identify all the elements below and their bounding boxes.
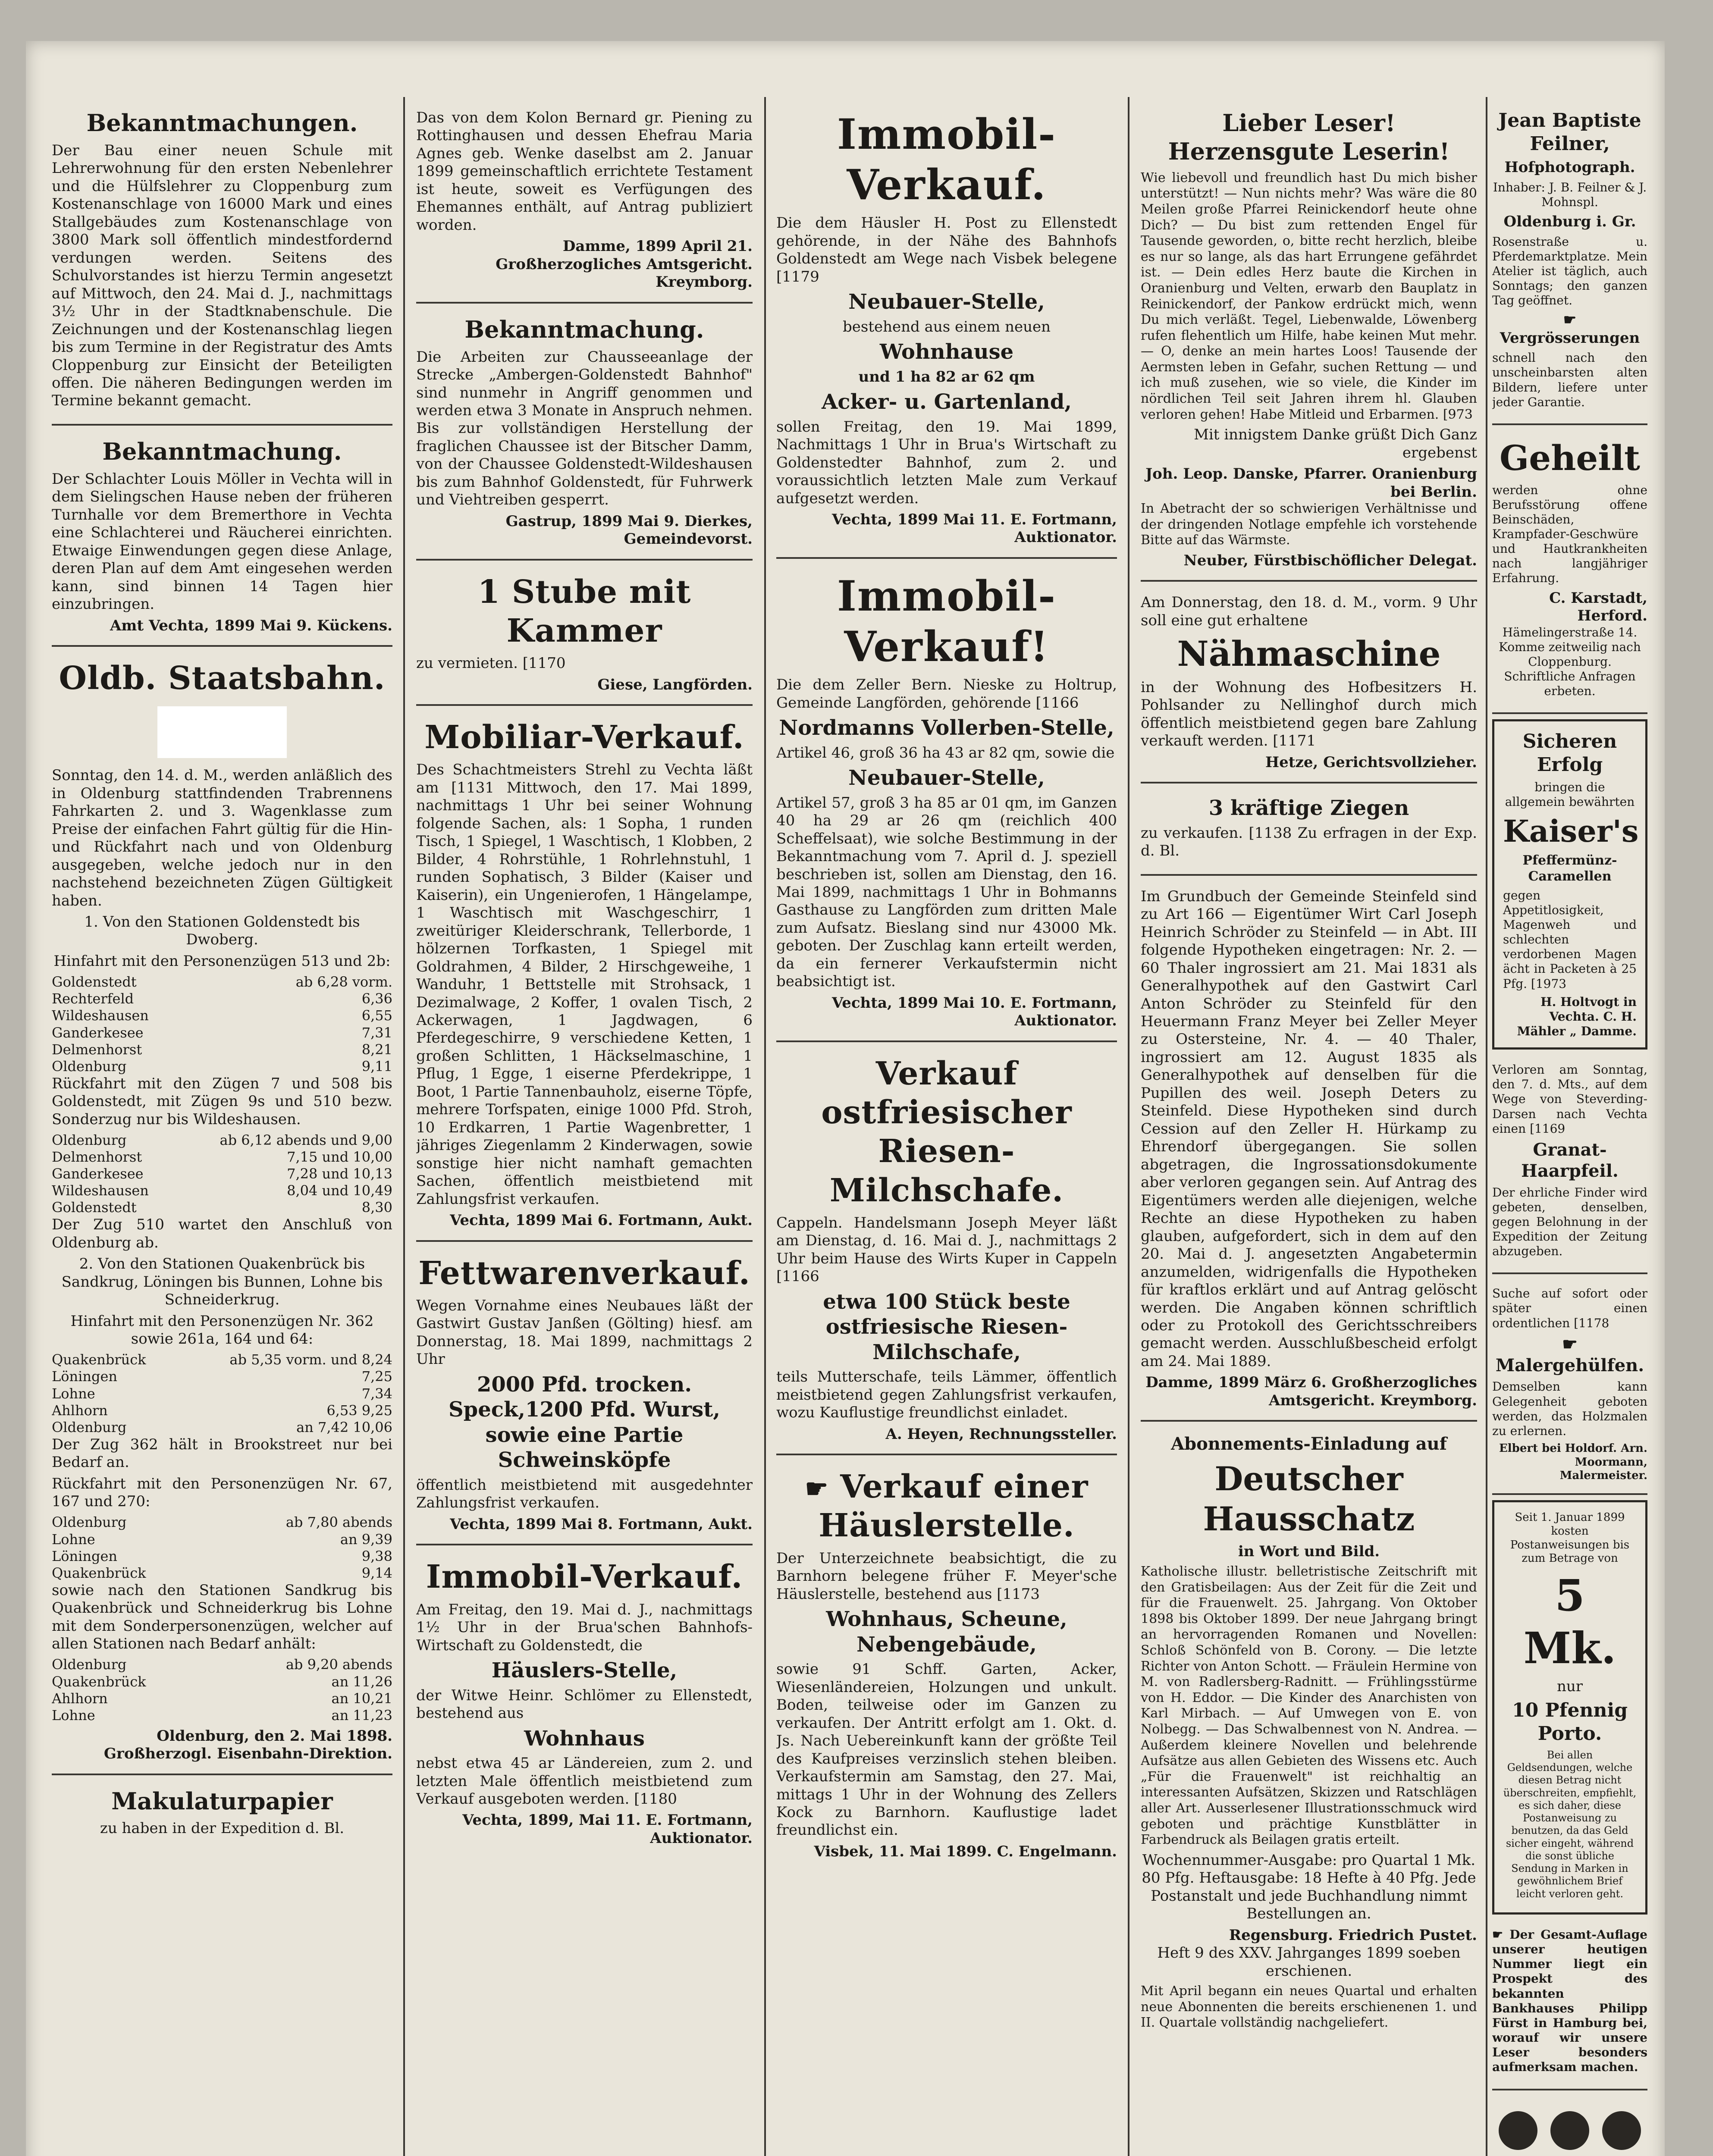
station-name: Löningen — [52, 1368, 117, 1385]
station-name: Goldenstedt — [52, 974, 137, 990]
ad-signature: Giese, Langförden. — [597, 676, 753, 693]
goats-ad — [1141, 788, 1477, 875]
timetable-row — [52, 1149, 392, 1166]
section-heading: 1. Von den Stationen Goldenstedt bis Dwoberg. — [84, 913, 360, 949]
station-name: Wildeshausen — [52, 1007, 149, 1024]
ad-title: Verkauf ostfriesischer Riesen-Milchschafe. — [821, 1055, 1072, 1209]
station-name: Lohne — [52, 1531, 95, 1548]
ad-highlight: Kaiser's — [1503, 813, 1639, 849]
postal-rates-ad — [1492, 1500, 1647, 1915]
timetable-row — [52, 1025, 392, 1041]
ad-highlight: Wohnhaus, Scheune, Nebengebäude, — [826, 1607, 1067, 1657]
timetable — [52, 1351, 392, 1435]
departure-time: 7,34 — [361, 1385, 392, 1402]
station-name: Ganderkesee — [52, 1024, 144, 1041]
appeal-note: In Abetracht der so schwierigen Verhältnisse und der dringenden Notlage empfehle ich vorstehende Bitte auf das Wärmste. — [1141, 501, 1477, 548]
timetable-row — [52, 1690, 392, 1707]
ornament-icon — [1550, 2111, 1589, 2150]
station-name: Goldenstedt — [52, 1199, 137, 1216]
departure-time: ab 6,12 abends und 9,00 — [220, 1132, 392, 1149]
ad-text: werden ohne Berufsstörung offene Beinschäden, Krampfader-Geschwüre und Hautkrankheiten nach langjähriger Erfahrung. — [1492, 483, 1647, 586]
ad-text: Des Schachtmeisters Strehl zu Vechta läßt am [1131 Mittwoch, den 17. Mai 1899, nachmittags 1 Uhr bei seiner Wohnung folgende Sachen, als: 1 Sopha, 1 runden Tisch, 1 Spiegel, 1 Waschtisch, 1 Klobben, 2 Bilder, 4 Rohrstühle, 1 Rohrlehnstuhl, 1 runden Sophatisch, 3 Bilder (Kaiser und Kaiserin), ein Ungenierofen, 1 Hängelampe, 1 Waschtisch mit Waschgeschirr, 1 zweitüriger Kleiderschrank, Tellerborde, 1 hölzernen Torfkasten, 1 Spiegel mit Goldrahmen, 4 Bilder, 2 Hirschgeweihe, 1 Wanduhr, 1 Bettstelle mit Strohsack, 1 Dezimalwage, 2 Koffer, 1 ovalen Tisch, 2 Ackerwagen, 1 Jagdwagen, 6 Pferdegeschirre, 9 verschiedene Ketten, 1 großen Schlitten, 1 Häckselmaschine, 1 Pflug, 1 Egge, 1 eiserne Pferdekrippe, 1 Boot, 1 Partie Tannenbauholz, eiserne Töpfe, mehrere Torfspaten, einige 1000 Pfd. Stroh, 10 Erdkarren, 1 Partie Wagenbretter, 1 jähriges Ziegenlamm 2 Kinderwagen, sowie sonstige hier nicht namhaft gemachten Sachen, öffentlich meistbietend mit Zahlungsfrist verkaufen. — [416, 761, 753, 1208]
road-notice — [416, 308, 753, 561]
departure-time: ab 9,20 abends — [286, 1656, 392, 1673]
ad-subtitle: in Wort und Bild. — [1238, 1542, 1380, 1560]
station-name: Oldenburg — [52, 1058, 127, 1075]
ad-title: Immobil-Verkauf. — [426, 1558, 743, 1596]
section-text: Rückfahrt mit den Zügen 7 und 508 bis Goldenstedt, mit Zügen 9s und 510 bezw. Sonderzug nur bis Wildeshausen. — [52, 1075, 392, 1128]
timetable-row — [52, 1351, 392, 1368]
appeal-text: Wie liebevoll und freundlich hast Du mich bisher unterstützt! — Nun nichts mehr? Was wäre die 80 Meilen große Pfarrei Reinickendorf heute ohne Dich? — Du bist zum rettenden Engel für Tausende geworden, o, bitte recht herzlich, bleibe es nur so lange, als das hart Errungene gefährdet ist. — Dein edles Herz baute die Kirchen in Oranienburg und Velten, erwarb den Bauplatz in Reinickendorf, der Pankow erdrückt mich, wenn Du mich verläßt. Tegel, Liebenwalde, Löwenberg rufen flehentlich um Hilfe, habe keinen Mut mehr. — O, denke an mein hartes Loos! Tausende der Aermsten leben in Gefahr, suchen Rettung — und ich muß zusehen, wie so viele, die Kinder im nördlichen Teil seit Jahren ihrem hl. Glauben verloren gehen! Habe Mitleid und Erbarmen. [973 — [1141, 170, 1477, 422]
timetable-row — [52, 1673, 392, 1690]
ad-text: der Witwe Heinr. Schlömer zu Ellenstedt, bestehend aus — [416, 1686, 753, 1722]
departure-time: an 10,21 — [331, 1690, 392, 1707]
ad-signature: Regensburg. Friedrich Pustet. — [1229, 1926, 1477, 1944]
timetable-row — [52, 1419, 392, 1436]
cottage-sale-ad — [776, 1460, 1117, 1871]
ad-signature: Vechta, 1899 Mai 8. Fortmann, Aukt. — [450, 1515, 753, 1533]
departure-time: an 7,42 10,06 — [296, 1419, 392, 1435]
notice-text: Das von dem Kolon Bernard gr. Piening zu Rottinghausen und dessen Ehefrau Maria Agnes geb. Wenke daselbst am 2. Januar 1899 gemeinschaftlich errichtete Testament ist heute, soweit es Verfügungen des Ehemannes enthält, auf Antrag publiziert worden. — [416, 109, 753, 234]
departure-time: an 11,23 — [331, 1707, 392, 1724]
notice-text: Der Schlachter Louis Möller in Vechta will in dem Sielingschen Hause neben der früheren Turnhalle vor dem Bremerthore in Vechta eine Schlachterei und Räucherei einrichten. Etwaige Einwendungen gegen diese Anlage, deren Plan auf dem Amt eingesehen werden kann, sind binnen 14 Tagen hier einzubringen. — [52, 470, 392, 613]
section-subheading: Hinfahrt mit den Personenzügen Nr. 362 sowie 261a, 164 und 64: — [70, 1312, 374, 1348]
ad-text: bringen die allgemein bewährten — [1505, 780, 1635, 809]
station-name: Ahlhorn — [52, 1690, 108, 1707]
pointing-hand-icon: ☛ — [1563, 311, 1577, 329]
notice-title: Bekanntmachung. — [464, 315, 704, 343]
ad-text: nebst etwa 45 ar Ländereien, zum 2. und letzten Male öffentlich meistbietend zum Verkauf ausgeboten werden. [1180 — [416, 1755, 753, 1808]
ad-text: sowie 91 Schff. Garten, Acker, Wiesenländereien, Holzungen und unkult. Boden, teilweise oder im Ganzen zu verkaufen. Der Antritt erfolgt am 1. Okt. d. Js. Nach Uebereinkunft kann der größte Teil des Kaufpreises verzinslich stehen bleiben. Verkaufstermin am Samstag, den 27. Mai, mittags 1 Uhr in der Wohnung des Zellers Kock zu Barnhorn. Kauflustige ladet freundlichst ein. — [776, 1661, 1117, 1839]
charity-appeal — [1141, 101, 1477, 582]
appeal-title: Lieber Leser! Herzensgute Leserin! — [1168, 109, 1450, 165]
ad-title — [776, 1467, 1117, 1545]
ad-text: Bei allen Geldsendungen, welche diesen Betrag nicht überschreiten, empfiehlt, es sich daher, diese Postanweisung zu benutzen, da das Geld sicher eingeht, während die sonst übliche Sendung in Marken in gewöhnlichem Brief leicht verloren geht. — [1503, 1749, 1637, 1900]
photographer-ad — [1492, 101, 1647, 425]
notice-title: Oldb. Staatsbahn. — [59, 660, 386, 697]
notice-text: Sonntag, den 14. d. M., werden anläßlich des in Oldenburg stattfindenden Trabrennens Fahrkarten 2. und 3. Wagenklasse zum Preise der einfachen Fahrt gültig für die Hin- und Rückfahrt nach und von Oldenburg ausgegeben, welche jedoch nur in den nachstehend bezeichneten Zügen Gültigkeit haben. — [52, 767, 392, 909]
departure-time: 9,14 — [361, 1564, 392, 1581]
ad-signature: A. Heyen, Rechnungssteller. — [885, 1425, 1117, 1443]
ad-highlight: 10 Pfennig Porto. — [1512, 1699, 1628, 1745]
column-rule — [1486, 97, 1487, 2156]
ad-highlight: Geheilt — [1499, 437, 1640, 478]
sunday-supplement-note — [1492, 2095, 1647, 2156]
testament-notice — [416, 101, 753, 304]
notice-text: Der Bau einer neuen Schule mit Lehrerwohnung für den ersten Nebenlehrer und die Hülfslehrer zu Cloppenburg zum Kostenanschlage von 16000 Mark und eines Stallgebäudes zum Kostenanschlage von 3800 Mark soll öffentlich mindestfordernd verdungen werden. Seitens des Schulvorstandes ist hierzu Termin angesetzt auf Mittwoch, den 24. Mai d. J., nachmittags 3½ Uhr in der Stadtknabenschule. Die Zeichnungen und der Kostenanschlag liegen bis zum Termine in der Registratur des Amts Cloppenburg zur Einsicht der Beteiligten offen. Die näheren Bedingungen werden im Termine bekannt gemacht. — [52, 141, 392, 410]
ad-text: gegen Appetitlosigkeit, Magenweh und schlechten verdorbenen Magen ächt in Packeten à 25 Pfg. [1973 — [1503, 888, 1637, 991]
ad-text: zu vermieten. [1170 — [416, 655, 566, 672]
ad-highlight: Neubauer-Stelle, — [848, 290, 1045, 314]
ad-text-label: Vergrösserungen — [1500, 329, 1640, 347]
ad-highlight-text: Malergehülfen. — [1495, 1355, 1644, 1376]
ad-highlight: Neubauer-Stelle, — [848, 766, 1045, 790]
departure-time: 6,55 — [361, 1007, 392, 1024]
station-name: Ganderkesee — [52, 1166, 144, 1182]
ad-title: Mobiliar-Verkauf. — [424, 719, 744, 756]
ad-highlight: Acker- u. Gartenland, — [821, 390, 1072, 414]
ad-highlight: Wohnhause — [879, 340, 1014, 364]
station-name: Ahlhorn — [52, 1402, 108, 1419]
appeal-signature: Neuber, Fürstbischöflicher Delegat. — [1183, 552, 1477, 569]
lost-item-ad — [1492, 1055, 1647, 1274]
timetable-row — [52, 1007, 392, 1024]
departure-time: 8,04 und 10,49 — [287, 1182, 392, 1199]
departure-time: ab 7,80 abends — [286, 1514, 392, 1531]
timetable-row — [52, 1132, 392, 1149]
timetable — [52, 974, 392, 1075]
ad-signature: Hetze, Gerichtsvollzieher. — [1265, 753, 1477, 771]
ad-text: schnell nach den unscheinbarsten alten Bildern, liefere unter jeder Garantie. — [1492, 351, 1647, 409]
caramel-ad — [1492, 719, 1647, 1050]
room-for-rent-ad — [416, 565, 753, 706]
ad-text: zu verkaufen. [1138 Zu erfragen in der Exp. d. Bl. — [1141, 824, 1477, 860]
ad-signature: Vechta, 1899 Mai 11. E. Fortmann, Auktionator. — [831, 511, 1117, 546]
ad-text: Verloren am Sonntag, den 7. d. Mts., auf dem Wege von Steverding-Darsen nach Vechta einen [1169 — [1492, 1062, 1647, 1136]
sewing-machine-ad — [1141, 586, 1477, 783]
section-text: Der Zug 362 hält in Brookstreet nur bei Bedarf an. — [52, 1435, 392, 1471]
timetable-row — [52, 1041, 392, 1058]
pointing-hand-icon: ☛ — [1562, 1334, 1578, 1354]
ad-signature: Elbert bei Holdorf. Arn. Moormann, Malermeister. — [1499, 1442, 1647, 1482]
column-2 — [416, 101, 753, 2156]
ad-signature: Vechta, 1899 Mai 6. Fortmann, Aukt. — [450, 1212, 753, 1229]
ad-text: Die dem Zeller Bern. Nieske zu Holtrup, Gemeinde Langförden, gehörende [1166 — [776, 676, 1117, 711]
ad-title: Immobil-Verkauf! — [837, 571, 1056, 671]
timetable-row — [52, 1199, 392, 1216]
timetable-row — [52, 1402, 392, 1419]
column-rule — [764, 97, 766, 2156]
ad-title: Abonnements-Einladung auf — [1171, 1434, 1447, 1454]
ad-text: Rosenstraße u. Pferdemarktplatze. Mein Atelier ist täglich, auch Sonntags; den ganzen Tag geöffnet. — [1492, 234, 1647, 308]
property-sale-ad — [776, 563, 1117, 1042]
ornament-icon — [1499, 2111, 1537, 2150]
ad-text: Der Unterzeichnete beabsichtigt, die zu Barnhorn belegene früher F. Meyer'sche Häuslerstelle, bestehend aus [1173 — [776, 1549, 1117, 1603]
timetable-row — [52, 1707, 392, 1724]
pointing-hand-icon: ☛ — [805, 1474, 829, 1504]
newspaper-page — [26, 41, 1665, 2156]
timetable — [52, 1514, 392, 1581]
notice-signature: Damme, 1899 April 21. Großherzogliches Amtsgericht. Kreymborg. — [496, 238, 753, 291]
ad-note: Mit April begann ein neues Quartal und erhalten neue Abonnenten die bereits erschienenen 1. und II. Quartale vollständig nachgeliefert. — [1141, 1984, 1477, 2031]
ad-title: Immobil-Verkauf. — [837, 110, 1056, 210]
ad-signature: Vechta, 1899 Mai 10. E. Fortmann, Auktionator. — [831, 994, 1117, 1030]
ad-signature: Vechta, 1899, Mai 11. E. Fortmann, Auktionator. — [462, 1811, 753, 1847]
departure-time: 7,15 und 10,00 — [287, 1149, 392, 1166]
station-name: Oldenburg — [52, 1656, 127, 1673]
departure-time: an 11,26 — [331, 1673, 392, 1690]
notice-text: Im Grundbuch der Gemeinde Steinfeld sind zu Art 166 — Eigentümer Wirt Carl Joseph Heinrich Schröder zu Steinfeld — in Abt. III folgende Hypotheken eingetragen: Nr. 2. — 60 Thaler ingrossiert am 21. Mai 1831 als Generalhypothek auf den Gastwirt Carl Anton Schröder zu Steinfeld für den Heuermann Franz Meyer bei Zeller Meyer zu Ostersteine, Nr. 4. — 40 Thaler, ingrossiert am 12. August 1835 als Generalhypothek auf denselben für die Pupillen des weil. Joseph Deters zu Steinfeld. Diese Hypotheken sind durch Cession auf den Zeller H. Hürkamp zu Ehrendorf übergegangen. Sie sollen abgetragen, die Ingrossationsdokumente aber verloren gegangen sein. Auf Antrag des Eigentümers werden alle diejenigen, welche Rechte an diese Hypotheken zu haben glauben, aufgefordert, sich in dem auf den 20. Mai d. J. angesetzten Angabetermin anzumelden, widrigenfalls die Hypotheken für kraftlos erklärt und auf Antrag gelöscht werden. Die Angaben können schriftlich oder zu Protokoll des Gerichtsschreibers gemacht werden. Ausschlußbescheid erfolgt am 24. Mai 1889. — [1141, 887, 1477, 1370]
column-4 — [1141, 101, 1477, 2156]
ad-highlight: Nordmanns Vollerben-Stelle, — [779, 716, 1114, 740]
notice-signature: Damme, 1899 März 6. Großherzogliches Amtsgericht. Kreymborg. — [1145, 1374, 1477, 1409]
ad-highlight: etwa 100 Stück beste ostfriesische Riesen-Milchschafe, — [823, 1289, 1070, 1364]
ad-text: Suche auf sofort oder später einen ordentlichen [1178 — [1492, 1286, 1647, 1330]
departure-time: 7,25 — [361, 1368, 392, 1385]
departure-time: 7,31 — [361, 1024, 392, 1041]
ad-highlight — [1492, 1334, 1647, 1376]
ad-highlight: 5 Mk. — [1523, 1570, 1616, 1674]
departure-time: 9,11 — [361, 1058, 392, 1075]
ad-highlight: 2000 Pfd. trocken. Speck,1200 Pfd. Wurst, sowie eine Partie Schweinsköpfe — [448, 1372, 721, 1473]
pointing-hand-icon: ☛ — [1492, 1927, 1503, 1942]
notice-title: Bekanntmachung. — [102, 437, 342, 465]
ad-highlight: Nähmaschine — [1177, 633, 1441, 674]
notice-signature: Gastrup, 1899 Mai 9. Dierkes, Gemeindevorst. — [505, 512, 753, 548]
ad-text: bestehend aus einem neuen — [842, 318, 1051, 335]
ornament-row — [1492, 2111, 1647, 2150]
departure-time: 8,21 — [361, 1041, 392, 1058]
healing-ad — [1492, 429, 1647, 714]
ad-text: sollen Freitag, den 19. Mai 1899, Nachmittags 1 Uhr in Brua's Wirtschaft zu Goldenstedter Bahnhof, zum 2. und voraussichtlich letzten Male zum Verkauf aufgesetzt werden. — [776, 418, 1117, 507]
ad-subtitle: Hofphotograph. — [1504, 159, 1635, 176]
ad-highlight: Wohnhaus — [524, 1726, 645, 1751]
timetable-row — [52, 974, 392, 990]
ad-title: Makulaturpapier — [111, 1787, 333, 1815]
station-name: Oldenburg — [52, 1132, 127, 1149]
ad-city: Oldenburg i. Gr. — [1503, 213, 1636, 231]
timetable-row — [52, 1656, 392, 1673]
station-name: Quakenbrück — [52, 1564, 146, 1581]
redacted-area — [157, 706, 287, 758]
ad-text: Wegen Vornahme eines Neubaues läßt der Gastwirt Gustav Janßen (Gölting) hiesf. am Donnerstag, 18. Mai 1899, nachmittags 2 Uhr — [416, 1297, 753, 1368]
station-name: Wildeshausen — [52, 1182, 149, 1199]
notice-title: Bekanntmachungen. — [86, 109, 358, 137]
ad-title: Sicheren Erfolg — [1522, 730, 1617, 776]
ad-text: öffentlich meistbietend mit ausgedehnter Zahlungsfrist verkaufen. — [416, 1476, 753, 1512]
section-text: Rückfahrt mit den Personenzügen Nr. 67, 167 und 270: — [52, 1475, 392, 1510]
station-name: Quakenbrück — [52, 1351, 146, 1368]
notice-signature: Amt Vechta, 1899 Mai 9. Kückens. — [110, 617, 392, 634]
notice-school — [52, 101, 392, 426]
ad-text: Seit 1. Januar 1899 kosten Postanweisungen bis zum Betrage von — [1510, 1511, 1630, 1565]
station-name: Delmenhorst — [52, 1149, 142, 1166]
station-name: Quakenbrück — [52, 1673, 146, 1690]
railway-notice — [52, 651, 392, 1775]
ad-text: Artikel 57, groß 3 ha 85 ar 01 qm, im Ganzen 40 ha 29 ar 26 qm (reichlich 400 Scheffelsaat), wie solche Bestimmung in der Bekanntmachung vom 7. April d. J. speziell beschrieben ist, sollen am Dienstag, den 16. Mai 1899, nachmittags 1 Uhr in Bohmanns Gasthause zu Langförden zum dritten Male zum Aufsatz. Bieslang sind nur 43000 Mk. geboten. Der Zuschlag kann erteilt werden, da ein fernerer Verkaufstermin nicht beabsichtigt ist. — [776, 794, 1117, 990]
ornament-icon — [1602, 2111, 1641, 2150]
mortgage-notice — [1141, 880, 1477, 1422]
property-sale-ad — [416, 1550, 753, 1858]
timetable-row — [52, 1514, 392, 1531]
departure-time: 8,30 — [361, 1199, 392, 1216]
ad-text: teils Mutterschafe, teils Lämmer, öffentlich meistbietend gegen Zahlungsfrist verkaufen, wozu Kauflustige freundlichst einladet. — [776, 1368, 1117, 1422]
magazine-subscription-ad — [1141, 1426, 1477, 2044]
station-name: Lohne — [52, 1385, 95, 1402]
appeal-signature: Joh. Leop. Danske, Pfarrer. Oranienburg bei Berlin. — [1145, 465, 1477, 501]
ad-title: 1 Stube mit Kammer — [477, 573, 691, 649]
column-1 — [52, 101, 392, 2156]
timetable-row — [52, 1166, 392, 1182]
ad-highlight: Deutscher Hausschatz — [1203, 1460, 1415, 1538]
job-ad — [1492, 1279, 1647, 1495]
section-subheading: Hinfahrt mit den Personenzügen 513 und 2b: — [53, 952, 391, 970]
column-5 — [1492, 101, 1647, 2156]
station-name: Rechterfeld — [52, 990, 134, 1007]
departure-time: 9,38 — [361, 1548, 392, 1564]
ad-subtitle: Pfeffermünz-Caramellen — [1522, 853, 1617, 884]
timetable-row — [52, 990, 392, 1007]
ad-highlight: Häuslers-Stelle, — [491, 1658, 678, 1683]
column-3 — [776, 101, 1117, 2156]
timetable-row — [52, 1182, 392, 1199]
ad-signature: C. Karstadt, Herford. — [1549, 589, 1647, 625]
furniture-sale-ad — [416, 710, 753, 1241]
ad-highlight: Granat-Haarpfeil. — [1521, 1139, 1619, 1181]
ad-text: Am Freitag, den 19. Mai d. J., nachmittags 1½ Uhr in der Brua'schen Bahnhofs-Wirtschaft zu Goldenstedt, die — [416, 1601, 753, 1654]
notice-signature: Oldenburg, den 2. Mai 1898. Großherzogl. Eisenbahn-Direktion. — [104, 1727, 392, 1763]
sheep-sale-ad — [776, 1047, 1117, 1455]
timetable — [52, 1656, 392, 1724]
departure-time: an 9,39 — [340, 1531, 392, 1548]
timetable-row — [52, 1565, 392, 1582]
note-text — [1492, 1927, 1647, 2075]
station-name: Löningen — [52, 1548, 117, 1564]
fat-goods-sale-ad — [416, 1246, 753, 1546]
ad-text: und 1 ha 82 ar 62 qm — [858, 368, 1035, 385]
ad-highlight: Jean Baptiste Feilner, — [1498, 110, 1641, 155]
ad-title-text: Verkauf einer Häuslerstelle. — [819, 1468, 1089, 1545]
ad-text: in der Wohnung des Hofbesitzers H. Pohlsander zu Nellinghof durch mich öffentlich meistbietend gegen bare Zahlung verkauft werden. [1171 — [1141, 678, 1477, 750]
timetable-row — [52, 1368, 392, 1385]
column-rule — [1128, 97, 1129, 2156]
ad-signature: Visbek, 11. Mai 1899. C. Engelmann. — [814, 1843, 1117, 1860]
timetable-row — [52, 1058, 392, 1075]
ad-title: Fettwarenverkauf. — [418, 1254, 750, 1292]
ad-text: Der ehrliche Finder wird gebeten, denselben, gegen Belohnung in der Expedition der Zeitung abzugeben. — [1492, 1185, 1647, 1259]
departure-time: 6,36 — [361, 990, 392, 1007]
ad-text: Hämelingerstraße 14. Komme zeitweilig nach Cloppenburg. Schriftliche Anfragen erbeten. — [1499, 625, 1641, 699]
station-name: Oldenburg — [52, 1419, 127, 1435]
departure-time: 7,28 und 10,13 — [287, 1166, 392, 1182]
section-text: sowie nach den Stationen Sandkrug bis Quakenbrück und Schneiderkrug bis Lohne mit dem Sonderpersonenzügen, welcher auf allen Stationen nach Bedarf anhält: — [52, 1581, 392, 1653]
ad-text: Demselben kann Gelegenheit geboten werden, das Holzmalen zu erlernen. — [1492, 1379, 1647, 1438]
ad-text: Am Donnerstag, den 18. d. M., vorm. 9 Uhr soll eine gut erhaltene — [1141, 594, 1477, 629]
ad-text — [1492, 311, 1647, 347]
ad-text: Wochennummer-Ausgabe: pro Quartal 1 Mk. 80 Pfg. Heftausgabe: 18 Hefte à 40 Pfg. Jede Postanstalt und jede Buchhandlung nimmt Bestellungen an. — [1142, 1851, 1476, 1923]
timetable — [52, 1132, 392, 1216]
timetable-row — [52, 1531, 392, 1548]
departure-time: 6,53 9,25 — [326, 1402, 392, 1419]
departure-time: ab 6,28 vorm. — [295, 974, 392, 990]
timetable-row — [52, 1548, 392, 1565]
ad-text: Artikel 46, groß 36 ha 43 ar 82 qm, sowie die — [776, 744, 1115, 761]
supplement-note — [1492, 1920, 1647, 2090]
ad-text: Cappeln. Handelsmann Joseph Meyer läßt am Dienstag, d. 16. Mai d. J., nachmittags 2 Uhr beim Hause des Wirts Kuper in Cappeln [1166 — [776, 1214, 1117, 1285]
ad-signature: H. Holtvogt in Vechta. C. H. Mähler „ Damme. — [1517, 994, 1637, 1038]
waste-paper-ad — [52, 1780, 392, 1852]
station-name: Oldenburg — [52, 1514, 127, 1531]
ad-note: Heft 9 des XXV. Jahrganges 1899 soeben erschienen. — [1157, 1944, 1461, 1980]
property-sale-ad — [776, 101, 1117, 559]
appeal-text: Mit innigstem Danke grüßt Dich Ganz ergebenst — [1194, 426, 1477, 461]
ad-text: Inhaber: J. B. Feilner & J. Mohnspl. — [1493, 180, 1647, 209]
timetable-row — [52, 1385, 392, 1402]
notice-butcher — [52, 430, 392, 647]
ad-text: Die dem Häusler H. Post zu Ellenstedt gehörende, in der Nähe des Bahnhofs Goldenstedt am Wege nach Visbek belegene [1179 — [776, 214, 1117, 285]
station-name: Lohne — [52, 1707, 95, 1724]
ad-text: zu haben in der Expedition d. Bl. — [100, 1820, 345, 1837]
section-heading: 2. Von den Stationen Quakenbrück bis Sandkrug, Löningen bis Bunnen, Lohne bis Schneiderkrug. — [61, 1255, 383, 1309]
notice-text: Die Arbeiten zur Chausseeanlage der Strecke „Ambergen-Goldenstedt Bahnhof" sind nunmehr in Angriff genommen und werden etwa 3 Monate in Anspruch nehmen. Bis zur vollständigen Herstellung der fraglichen Chaussee ist der Bitscher Damm, von der Chaussee Goldenstedt-Wildeshausen bis zum Bahnhof Goldenstedt, für Fuhrwerk und Viehtreiben gesperrt. — [416, 348, 753, 509]
station-name: Delmenhorst — [52, 1041, 142, 1058]
section-text: Der Zug 510 wartet den Anschluß von Oldenburg ab. — [52, 1216, 392, 1251]
column-rule — [403, 97, 405, 2156]
note-text-body: Der Gesamt-Auflage unserer heutigen Nummer liegt ein Prospekt des bekannten Bankhauses Philipp Fürst in Hamburg bei, worauf wir unsere Leser besonders aufmerksam machen. — [1492, 1927, 1647, 2075]
departure-time: ab 5,35 vorm. und 8,24 — [229, 1351, 392, 1368]
ad-text: Katholische illustr. belletristische Zeitschrift mit den Gratisbeilagen: Aus der Zeit für die Zeit und für die Frauenwelt. 25. Jahrgang. Von Oktober 1898 bis Oktober 1899. Der neue Jahrgang bringt an hervorragenden Romanen und Novellen: Schloß Schönfeld von B. Corony. — Die letzte Richter von Anton Schott. — Fräulein Hermine von M. von Radlersberg-Radnitt. — Frühlingsstürme von H. Eddor. — Die Kinder des Anarchisten von Karl Mirbach. — Auf Umwegen von E. von Nolbegg. — Das Schwalbennest von N. Andrea. — Außerdem kleinere Novellen und belehrende Aufsätze aus allen Gebieten des Wissens etc. Auch „Für die Frauenwelt" ist reichhaltig an interessanten Aufsätzen, Skizzen und Ratschlägen aller Art. Ausserlesener Illustrationsschmuck wird geboten und prächtige Kunstblätter in Farbendruck als Beilagen gratis erteilt. — [1141, 1564, 1477, 1848]
ad-highlight: 3 kräftige Ziegen — [1208, 796, 1409, 821]
ad-text: nur — [1556, 1678, 1583, 1695]
